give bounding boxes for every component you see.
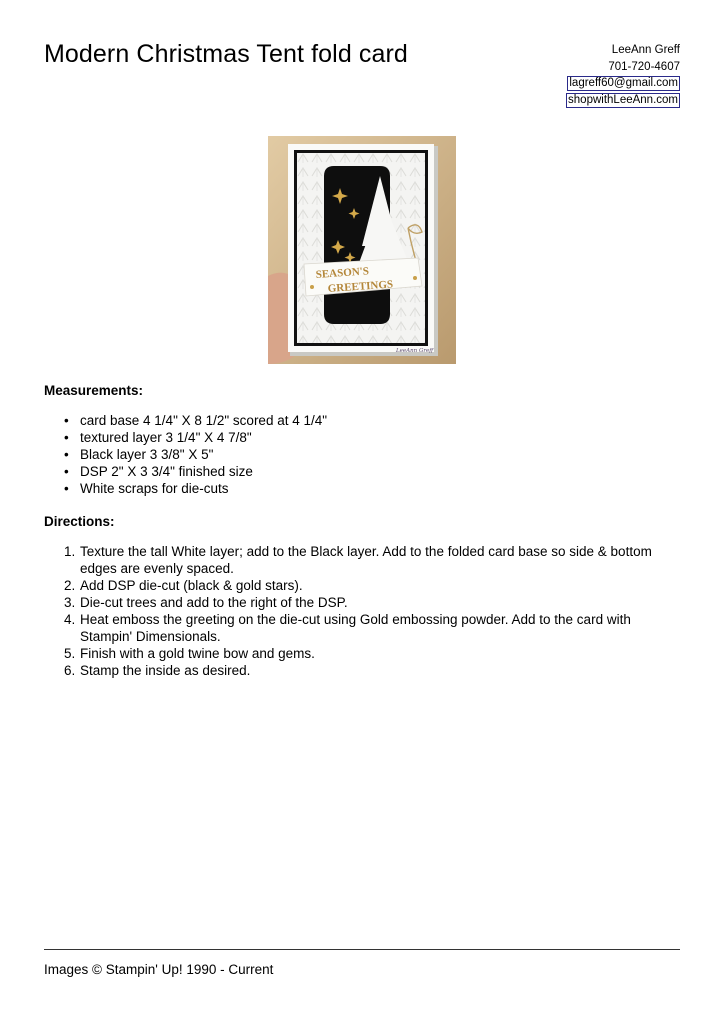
banner-line2: GREETINGS xyxy=(327,278,394,295)
list-item: • White scraps for die-cuts xyxy=(44,480,327,497)
step-number: 6. xyxy=(64,663,76,678)
contact-name: LeeAnn Greff xyxy=(611,44,680,56)
step-text: Die-cut trees and add to the right of the DSP. xyxy=(80,595,348,610)
signature-watermark: LeeAnn Greff xyxy=(396,348,434,354)
step-text: Add DSP die-cut (black & gold stars). xyxy=(80,578,303,593)
list-item: • DSP 2" X 3 3/4" finished size xyxy=(44,463,327,480)
card-photo xyxy=(268,136,456,364)
email-link[interactable]: lagreff60@gmail.com xyxy=(569,77,678,89)
step-text: Heat emboss the greeting on the die-cut using Gold embossing powder. Add to the card with Stampin' Dimensionals. xyxy=(80,612,631,644)
directions-list xyxy=(44,543,664,679)
step-number: 1. xyxy=(64,544,76,559)
list-item: • textured layer 3 1/4" X 4 7/8" xyxy=(44,429,327,446)
step-number: 4. xyxy=(64,612,76,627)
measurements-heading: Measurements: xyxy=(44,383,144,398)
step-text: Stamp the inside as desired. xyxy=(80,663,251,678)
contact-block xyxy=(480,42,680,108)
page-title: Modern Christmas Tent fold card xyxy=(44,40,408,68)
directions-heading: Directions: xyxy=(44,514,115,529)
step-number: 5. xyxy=(64,646,76,661)
footer-divider xyxy=(44,949,680,950)
list-item xyxy=(44,577,664,594)
list-item: • card base 4 1/4" X 8 1/2" scored at 4 1/4" xyxy=(44,412,327,429)
step-text: Texture the tall White layer; add to the Black layer. Add to the folded card base so side & bottom edges are evenly spaced. xyxy=(80,544,652,576)
list-item xyxy=(44,543,664,577)
website-link[interactable]: shopwithLeeAnn.com xyxy=(568,93,678,106)
footer-copyright: Images © Stampin' Up! 1990 - Current xyxy=(44,962,274,977)
step-number: 2. xyxy=(64,578,76,593)
list-item xyxy=(44,611,664,645)
step-text: Finish with a gold twine bow and gems. xyxy=(80,646,315,661)
measurements-list xyxy=(44,412,327,497)
list-item xyxy=(44,662,664,679)
contact-phone: 701-720-4607 xyxy=(608,60,680,73)
banner-line1: SEASON'S xyxy=(315,265,370,281)
list-item xyxy=(44,594,664,611)
list-item: • Black layer 3 3/8" X 5" xyxy=(44,446,327,463)
step-number: 3. xyxy=(64,595,76,610)
list-item xyxy=(44,645,664,662)
